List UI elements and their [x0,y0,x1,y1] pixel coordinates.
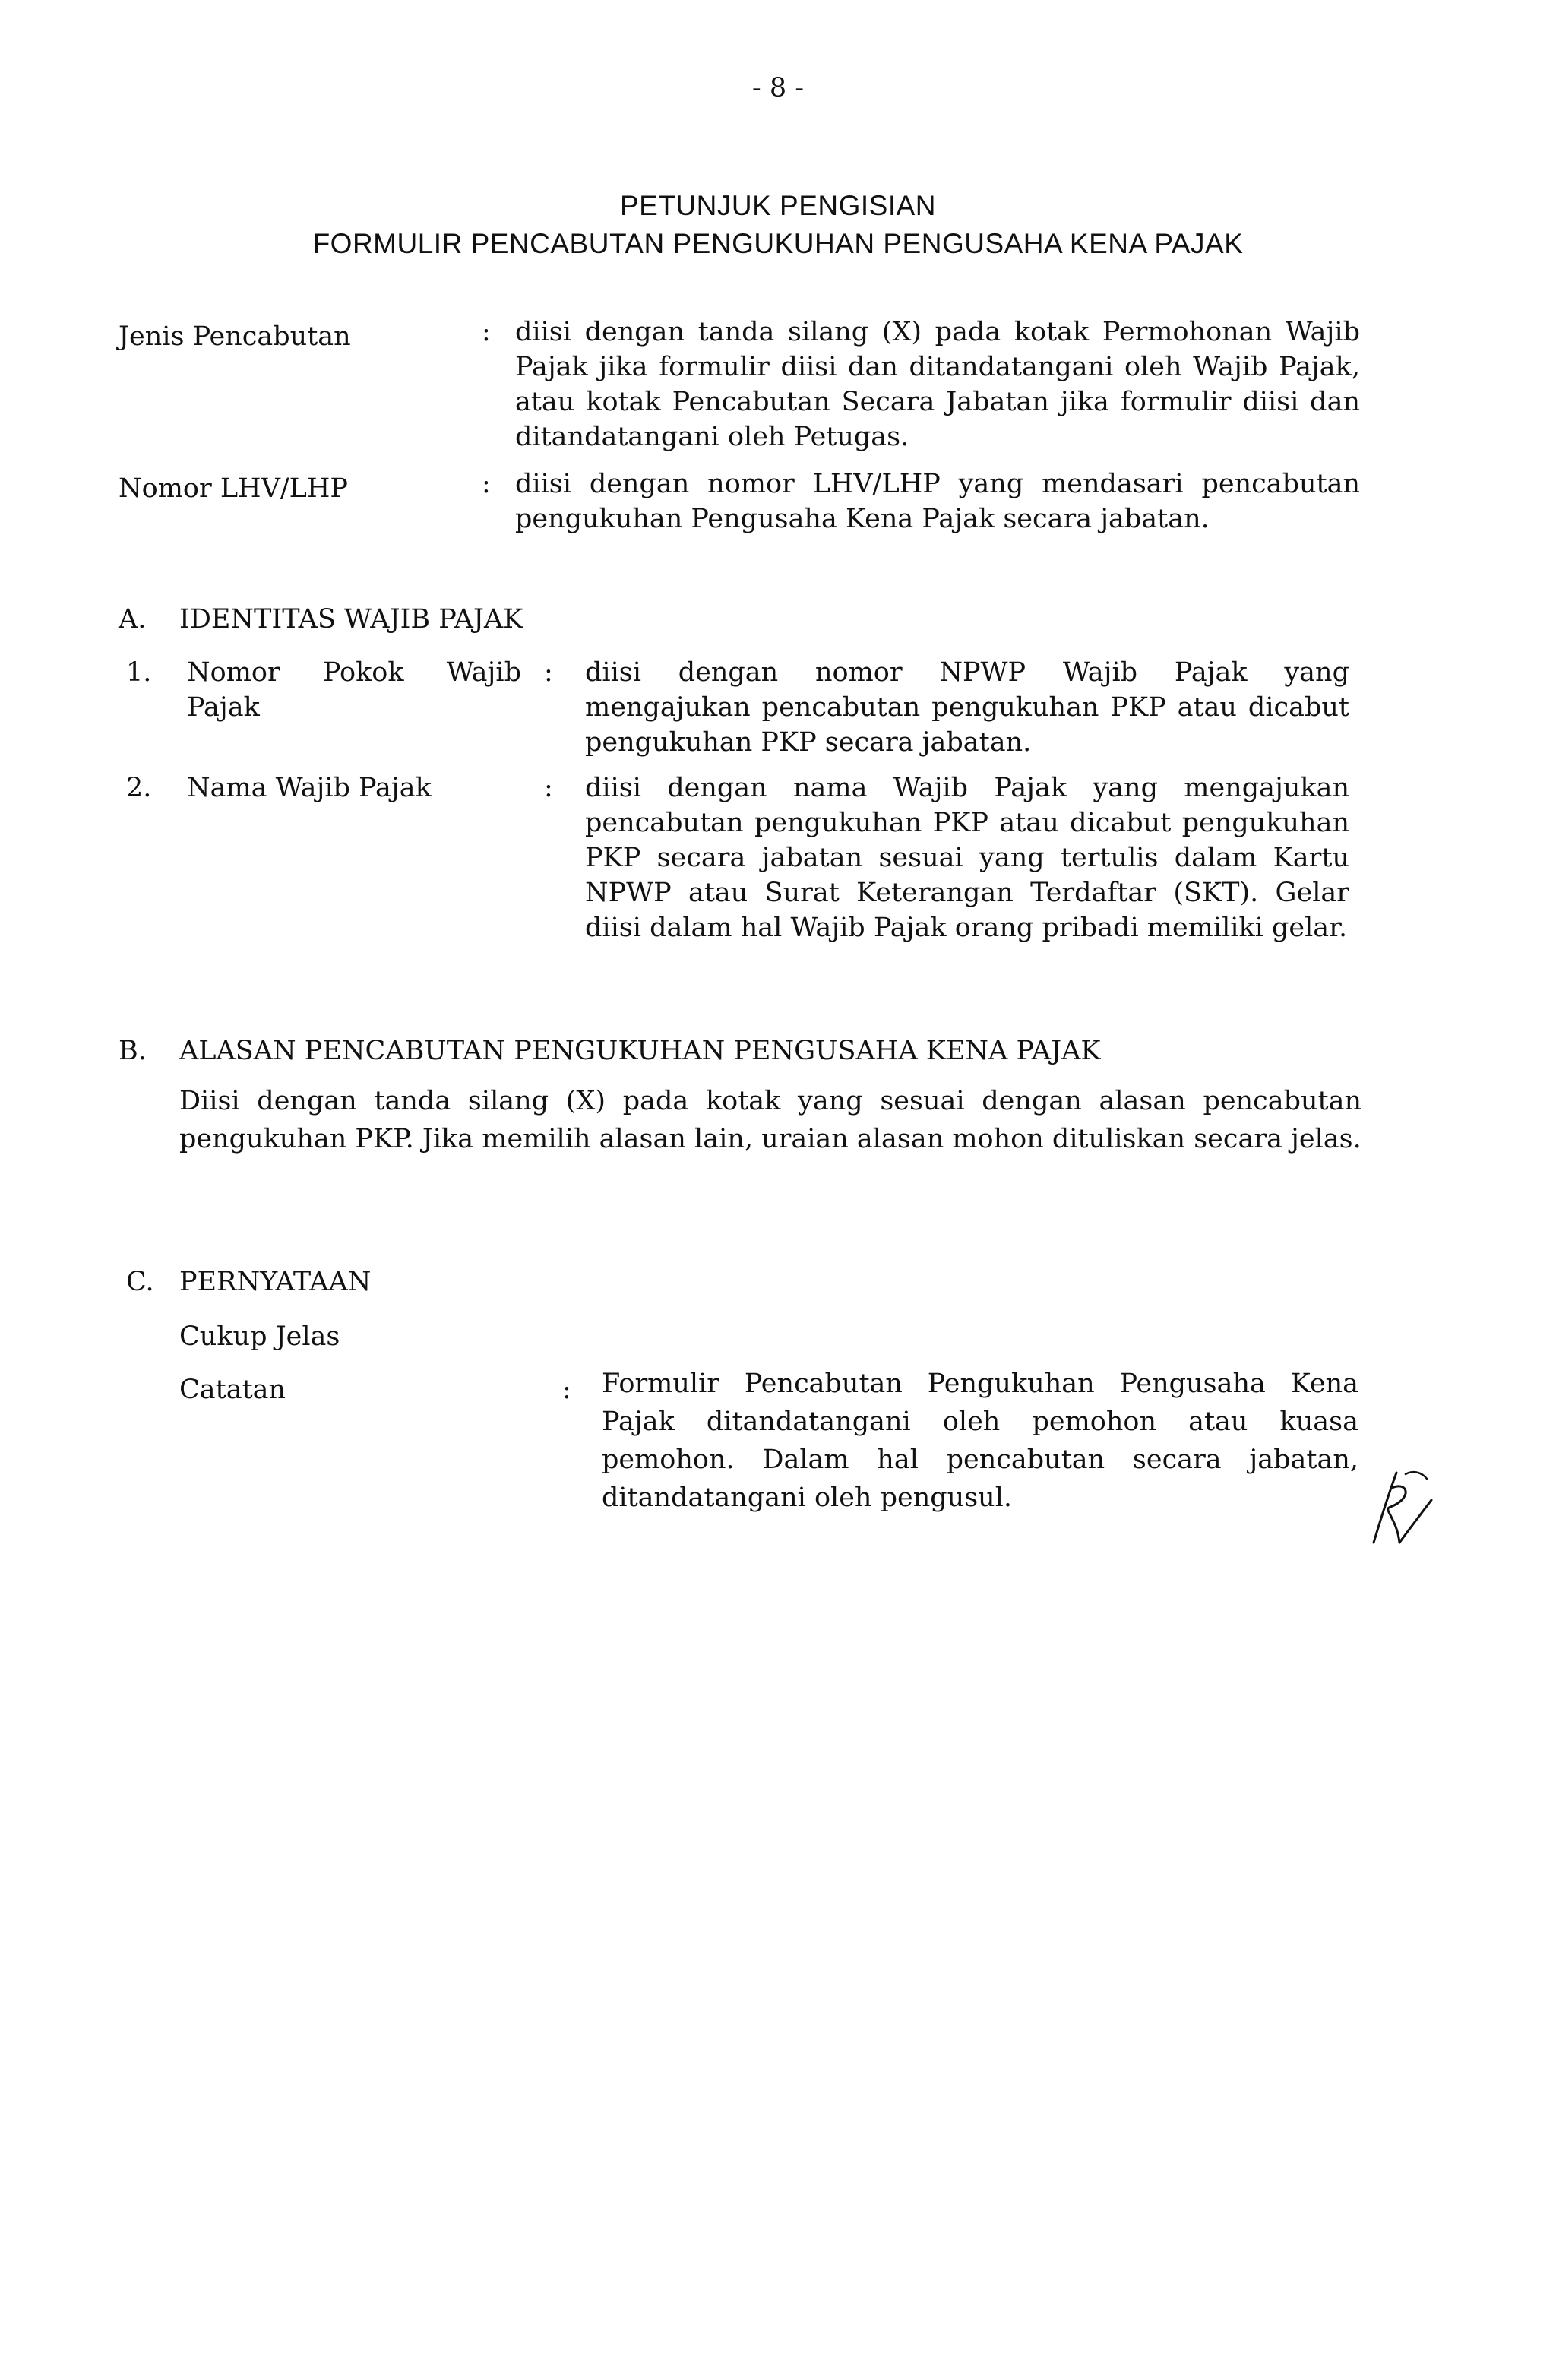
handwritten-initial [1352,1467,1436,1550]
section-c-title: PERNYATAAN [179,1267,372,1297]
jenis-pencabutan-text: diisi dengan tanda silang (X) pada kotak Permohonan Wajib Pajak jika formulir diisi dan ditandatangani oleh Wajib Pajak, atau kotak Pencabutan Secara Jabatan jika formulir diisi dan ditandatangani oleh Petugas. [515,317,1360,452]
page-title-line1: PETUNJUK PENGISIAN [619,190,937,221]
item-2-colon: : [544,773,553,803]
item-1-text: diisi dengan nomor NPWP Wajib Pajak yang mengajukan pencabutan pengukuhan PKP atau dicabut pengukuhan PKP secara jabatan. [585,657,1349,758]
section-a-letter: A. [119,604,147,635]
catatan-text: Formulir Pencabutan Pengukuhan Pengusaha Kena Pajak ditandatangani oleh pemohon atau kuasa pemohon. Dalam hal pencabutan secara jabatan, ditandatangani oleh pengusul. [602,1369,1358,1513]
section-c-letter: C. [126,1267,154,1297]
section-b-text: Diisi dengan tanda silang (X) pada kotak yang sesuai dengan alasan pencabutan pengukuhan PKP. Jika memilih alasan lain, uraian alasan mohon dituliskan secara jelas. [179,1086,1362,1154]
nomor-lhv-label: Nomor LHV/LHP [119,473,348,504]
item-1-colon: : [544,657,553,688]
jenis-pencabutan-colon: : [482,317,491,347]
section-c-subtitle: Cukup Jelas [179,1321,340,1352]
page-title-line2: FORMULIR PENCABUTAN PENGUKUHAN PENGUSAHA KENA PAJAK [312,228,1244,259]
nomor-lhv-colon: : [482,469,491,499]
section-b-title: ALASAN PENCABUTAN PENGUKUHAN PENGUSAHA KENA PAJAK [179,1036,1101,1066]
nomor-lhv-text: diisi dengan nomor LHV/LHP yang mendasari pencabutan pengukuhan Pengusaha Kena Pajak secara jabatan. [515,469,1360,534]
item-1-number: 1. [126,657,152,688]
item-2-number: 2. [126,773,152,803]
catatan-colon: : [562,1375,571,1405]
section-a-title: IDENTITAS WAJIB PAJAK [179,604,523,635]
item-1-label: Nomor Pokok Wajib Pajak [187,657,521,723]
item-2-text: diisi dengan nama Wajib Pajak yang mengajukan pencabutan pengukuhan PKP atau dicabut pengukuhan PKP secara jabatan sesuai yang tertulis dalam Kartu NPWP atau Surat Keterangan Terdaftar (SKT). Gelar diisi dalam hal Wajib Pajak orang pribadi memiliki gelar. [585,773,1349,943]
section-b-letter: B. [119,1036,147,1066]
page-number: - 8 - [751,73,805,103]
item-2-label: Nama Wajib Pajak [187,773,432,803]
jenis-pencabutan-label: Jenis Pencabutan [119,321,351,352]
catatan-label: Catatan [179,1375,286,1405]
